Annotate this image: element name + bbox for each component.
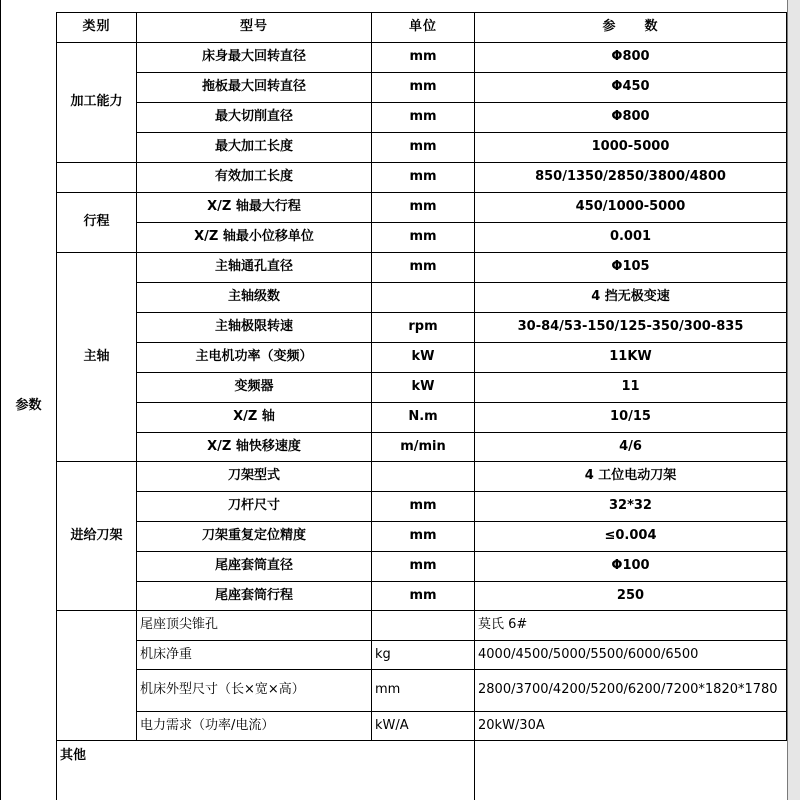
cell-value: 11KW (609, 349, 652, 365)
grid-line (56, 740, 787, 741)
cell-model: 主轴级数 (227, 289, 280, 305)
cell-unit: mm (375, 682, 401, 698)
cell-model: 尾座顶尖锥孔 (140, 617, 219, 633)
cell-model: X/Z 轴最大行程 (207, 199, 301, 215)
cell-value: 30-84/53-150/125-350/300-835 (517, 319, 744, 335)
header-category: 类别 (82, 19, 111, 35)
header-model: 型号 (239, 19, 268, 35)
cell-unit: kW (411, 349, 435, 365)
cell-value: 0.001 (609, 229, 652, 245)
cell-value: 1000-5000 (591, 139, 670, 155)
cell-unit (372, 283, 474, 312)
cell-unit: mm (409, 587, 437, 603)
cell-unit: kg (375, 646, 391, 662)
header-unit: 单位 (408, 19, 437, 35)
cell-value: ≤0.004 (604, 528, 657, 544)
cell-value: 2800/3700/4200/5200/6200/7200*1820*1780 (478, 682, 778, 698)
cell-value: Φ100 (611, 558, 650, 574)
cell-value: 10/15 (610, 409, 651, 425)
cell-model: 拖板最大回转直径 (201, 79, 306, 95)
cell-value: 4/6 (619, 438, 642, 454)
outer-params-label: 参数 (15, 397, 42, 413)
group-travel: 行程 (83, 214, 110, 230)
cell-unit: mm (409, 259, 437, 275)
cell-model: 床身最大回转直径 (201, 49, 306, 65)
cell-unit: mm (409, 169, 437, 185)
cell-value: Φ105 (611, 259, 650, 275)
cell-value: 450/1000-5000 (575, 199, 686, 215)
cell-model: 尾座套筒行程 (214, 587, 293, 603)
cell-model: 主轴极限转速 (214, 319, 293, 335)
cell-model: 刀杆尺寸 (227, 498, 280, 514)
cell-unit: mm (409, 498, 437, 514)
cell-value: 4 工位电动刀架 (584, 468, 677, 484)
cell-unit: mm (409, 528, 437, 544)
group-other: 其他 (60, 747, 87, 763)
cell-unit: N.m (408, 409, 438, 425)
header-params: 参 数 (602, 19, 659, 35)
cell-model: X/Z 轴快移速度 (207, 438, 301, 454)
cell-unit: mm (409, 199, 437, 215)
cell-value: Φ450 (611, 79, 650, 95)
cell-model: 最大加工长度 (214, 139, 293, 155)
cell-unit: kW/A (375, 717, 409, 733)
cell-model: 最大切削直径 (214, 109, 293, 125)
cell-value: 11 (621, 379, 640, 395)
cell-unit: mm (409, 139, 437, 155)
cell-unit: mm (409, 229, 437, 245)
cell-unit: mm (409, 49, 437, 65)
cell-model: 尾座套筒直径 (214, 558, 293, 574)
cell-value: 4000/4500/5000/5500/6000/6500 (478, 646, 699, 662)
cell-unit: mm (409, 79, 437, 95)
cell-value: 莫氏 6# (478, 617, 528, 633)
cell-model: 刀架型式 (227, 468, 280, 484)
group-feed-turret: 进给刀架 (70, 527, 123, 543)
group-spindle: 主轴 (83, 348, 110, 364)
cell-value: 250 (616, 587, 645, 603)
cell-model: X/Z 轴最小位移单位 (194, 229, 314, 245)
cell-unit (372, 462, 474, 491)
cell-unit (372, 611, 474, 640)
cell-unit: m/min (400, 438, 446, 454)
cell-model: 主电机功率（变频） (195, 349, 313, 365)
cell-value: 4 挡无极变速 (591, 289, 670, 305)
cell-model: 电力需求（功率/电流） (140, 717, 275, 733)
cell-value: 850/1350/2850/3800/4800 (535, 169, 726, 185)
cell-model: X/Z 轴 (233, 409, 275, 425)
window-scroll-edge (787, 0, 800, 800)
cell-unit: mm (409, 109, 437, 125)
cell-unit: rpm (408, 319, 438, 335)
cell-unit: mm (409, 558, 437, 574)
cell-value: Φ800 (611, 49, 650, 65)
cell-model: 有效加工长度 (214, 169, 293, 185)
cell-model: 机床净重 (140, 646, 193, 662)
cell-model: 主轴通孔直径 (214, 259, 293, 275)
cell-value: Φ800 (611, 109, 650, 125)
group-capability: 加工能力 (70, 94, 123, 110)
cell-value: 32*32 (609, 498, 652, 514)
cell-model: 机床外型尺寸（长×宽×高） (140, 682, 305, 698)
cell-model: 刀架重复定位精度 (201, 528, 306, 544)
cell-unit: kW (411, 379, 435, 395)
cell-model: 变频器 (234, 379, 274, 395)
cell-value: 20kW/30A (478, 717, 545, 733)
